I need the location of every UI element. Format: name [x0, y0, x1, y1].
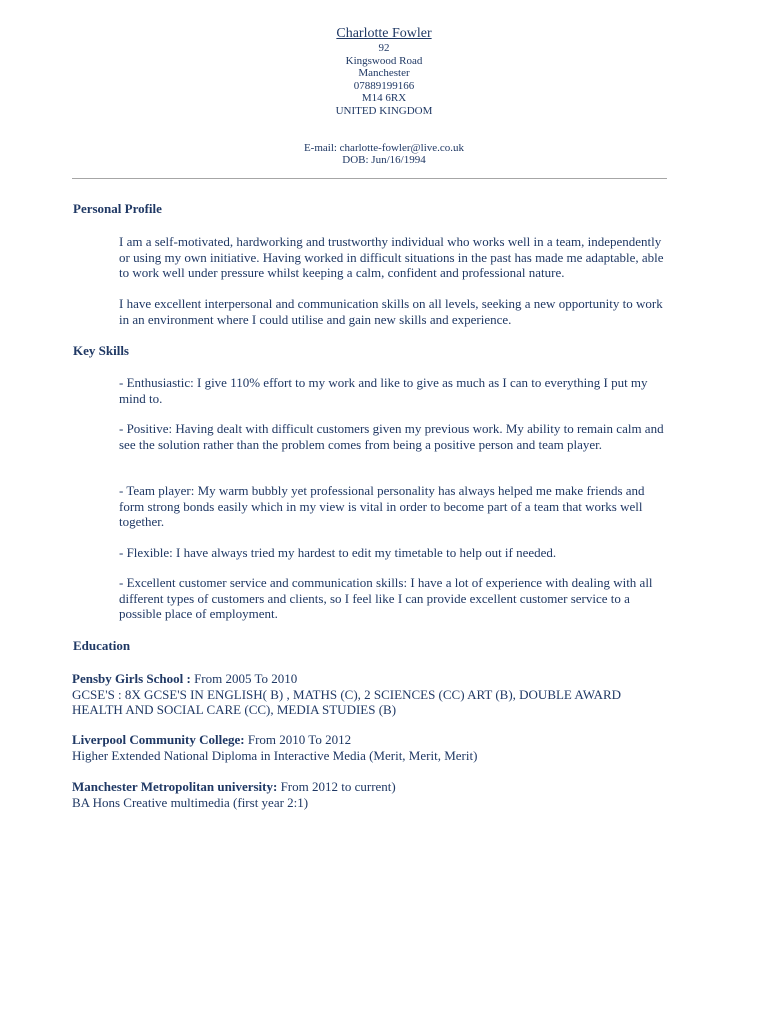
skill-item: - Enthusiastic: I give 110% effort to my work and like to give as much as I can to everything I put my mind to.: [119, 375, 648, 406]
skill-item: - Team player: My warm bubbly yet professional personality has always helped me make friends and form strong bonds easily which in my view is vital in order to become part of a team that works well together.: [119, 483, 645, 529]
country: UNITED KINGDOM: [335, 104, 433, 117]
section-title-profile: Personal Profile: [73, 201, 162, 216]
section-title-education: Education: [73, 638, 131, 653]
school-detail: BA Hons Creative multimedia (first year 2:1): [72, 794, 309, 810]
school-dates: From 2012 to current): [277, 779, 396, 794]
profile-paragraph: I have excellent interpersonal and communication skills on all levels, seeking a new opportunity to work in an environment where I could utilise and gain new skills and experience.: [119, 296, 663, 327]
school-name: Liverpool Community College:: [72, 732, 245, 747]
school-name: Manchester Metropolitan university:: [72, 779, 278, 794]
section-title-skills: Key Skills: [73, 343, 129, 358]
header-divider: [72, 178, 667, 179]
school-dates: From 2005 To 2010: [190, 671, 298, 686]
skill-item: - Excellent customer service and communication skills: I have a lot of experience with dealing with all different types of customers and clients, so I feel like I can provide excellent customer service to a possible place of employment.: [119, 575, 653, 621]
school-detail: Higher Extended National Diploma in Interactive Media (Merit, Merit, Merit): [72, 747, 478, 763]
phone-number: 07889199166: [353, 79, 415, 92]
address-line-city: Manchester: [358, 67, 410, 80]
address-line-house: 92: [378, 42, 390, 54]
contact-header: [0, 25, 768, 167]
dob-line: DOB: Jun/16/1994: [342, 154, 426, 167]
education-entry: [72, 732, 672, 763]
education-entry: [72, 779, 672, 810]
candidate-name: Charlotte Fowler: [336, 26, 432, 41]
school-detail: GCSE'S : 8X GCSE'S IN ENGLISH( B) , MATHS (C), 2 SCIENCES (CC) ART (B), DOUBLE AWARD HEALTH AND SOCIAL CARE (CC), MEDIA STUDIES (B): [72, 686, 622, 717]
school-name: Pensby Girls School :: [72, 671, 191, 686]
skill-item: - Flexible: I have always tried my hardest to edit my timetable to help out if needed.: [119, 545, 557, 560]
postcode: M14 6RX: [361, 92, 407, 105]
email-line: E-mail: charlotte-fowler@live.co.uk: [303, 141, 465, 154]
skill-item: - Positive: Having dealt with difficult customers given my previous work. My ability to remain calm and see the solution rather than the problem comes from being a positive person and team player.: [119, 421, 664, 452]
school-dates: From 2010 To 2012: [244, 732, 352, 747]
profile-paragraph: I am a self-motivated, hardworking and trustworthy individual who works well in a team, independently or using my own initiative. Having worked in difficult situations in the past has made me adaptable, able to work well under pressure whilst keeping a calm, confident and professional nature.: [119, 234, 664, 280]
address-line-street: Kingswood Road: [345, 54, 423, 67]
education-entry: [72, 671, 672, 718]
